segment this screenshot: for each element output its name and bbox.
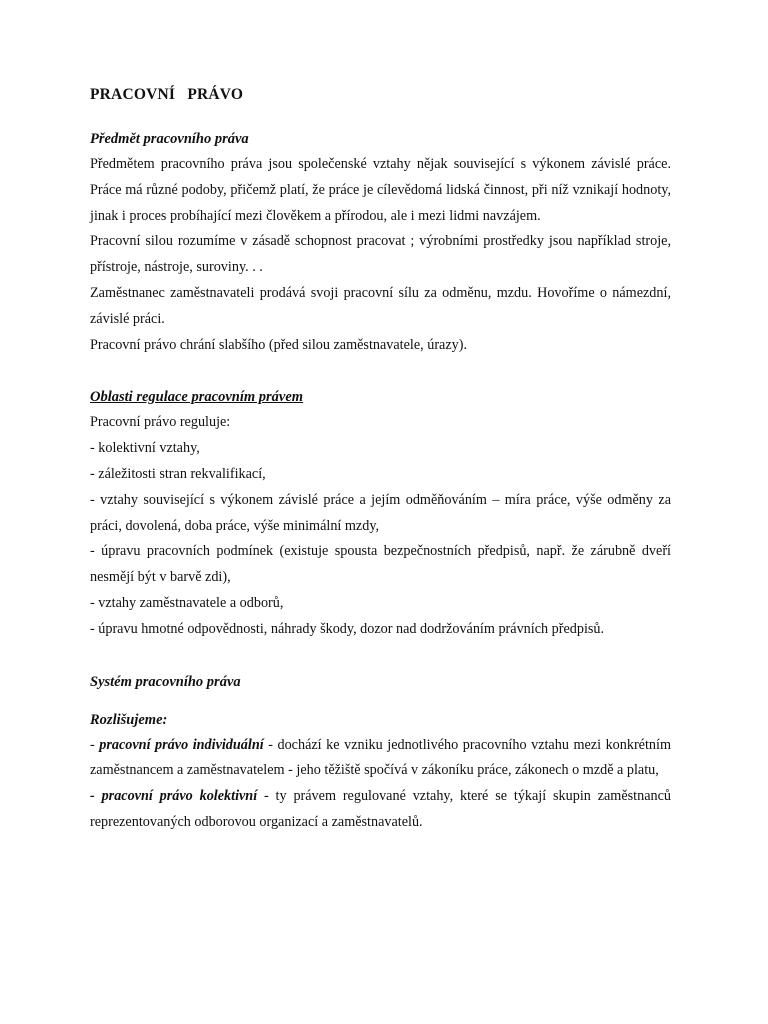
document-page	[90, 86, 671, 836]
section-heading-system: Systém pracovního práva	[90, 673, 241, 690]
list-item-prefix: -	[90, 788, 102, 805]
paragraph: Pracovní silou rozumíme v zásadě schopnost pracovat ; výrobními prostředky jsou například stroje, přístroje, nástroje, suroviny. . .	[90, 233, 671, 276]
paragraph: Pracovní právo reguluje:	[90, 414, 231, 431]
paragraph: Zaměstnanec zaměstnavateli prodává svoji pracovní sílu za odměnu, mzdu. Hovoříme o námezdní, závislé práci.	[90, 284, 671, 327]
list-item: - záležitosti stran rekvalifikací,	[90, 465, 266, 482]
list-item-text: - ty právem regulované vztahy, které se týkají skupin zaměstnanců reprezentovaných odborovou organizací a zaměstnavatelů.	[90, 788, 671, 830]
list-item: - úpravu hmotné odpovědnosti, náhrady škody, dozor nad dodržováním právních předpisů.	[90, 620, 605, 637]
list-item-prefix: -	[90, 736, 100, 753]
list-item-individual	[90, 733, 671, 785]
list-item: - úpravu pracovních podmínek (existuje spousta bezpečnostních předpisů, např. že zárubně dveří nesmějí být v barvě zdi),	[90, 543, 671, 586]
list-item: - vztahy související s výkonem závislé práce a jejím odměňováním – míra práce, výše odměny za práci, dovolená, doba práce, výše minimální mzdy,	[90, 491, 671, 534]
list-item-text: - dochází ke vzniku jednotlivého pracovního vztahu mezi konkrétním zaměstnancem a zaměstnavatelem - jeho těžiště spočívá v zákoníku práce, zákonech o mzdě a platu,	[90, 736, 671, 779]
list-item-collective	[90, 784, 671, 836]
list-item: - kolektivní vztahy,	[90, 440, 200, 457]
section-heading-subject: Předmět pracovního práva	[90, 131, 249, 147]
subheading-distinguish: Rozlišujeme:	[90, 711, 168, 728]
term-collective-law: pracovní právo kolektivní	[101, 788, 258, 805]
section-heading-regulation: Oblasti regulace pracovním právem	[90, 389, 304, 406]
paragraph: Pracovní právo chrání slabšího (před silou zaměstnavatele, úrazy).	[90, 336, 468, 353]
term-individual-law: pracovní právo individuální	[99, 736, 264, 753]
paragraph: Předmětem pracovního práva jsou společenské vztahy nějak související s výkonem závislé práce. Práce má různé podoby, přičemž platí, že práce je cílevědomá lidská činnost, při níž vznikají hodnoty, jinak i proces probíhající mezi člověkem a přírodou, ale i mezi lidmi navzájem.	[90, 156, 671, 224]
list-item: - vztahy zaměstnavatele a odborů,	[90, 594, 284, 611]
document-title: PRACOVNÍ PRÁVO	[90, 86, 244, 103]
